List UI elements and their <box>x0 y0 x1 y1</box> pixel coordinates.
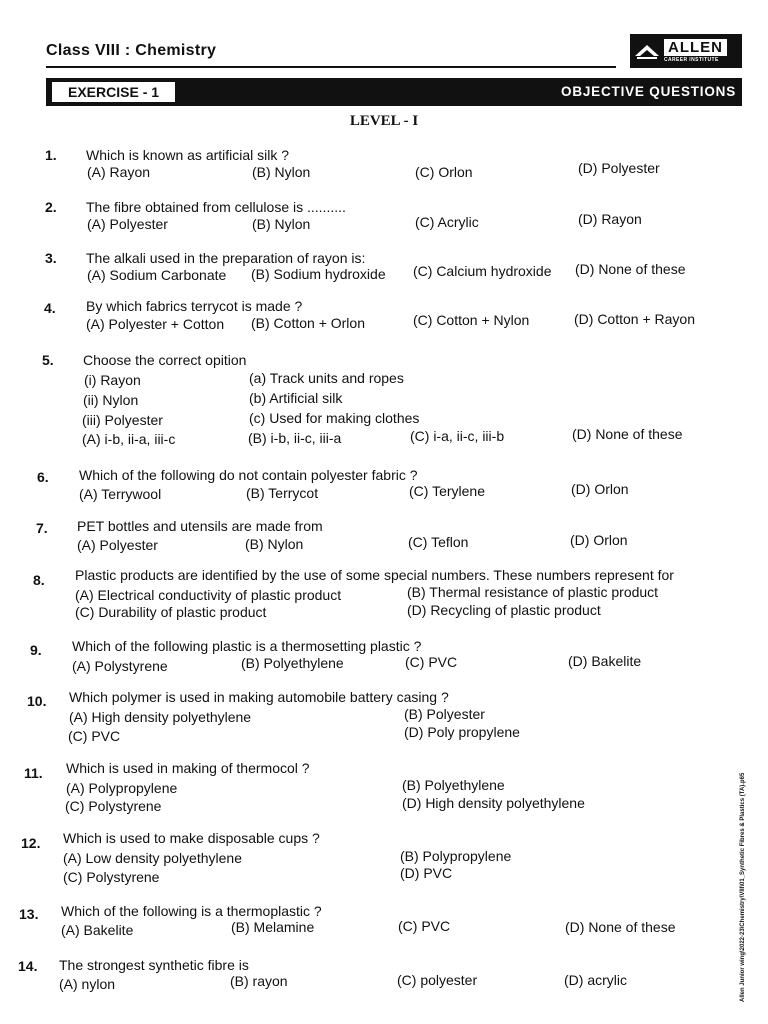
match-right: (b) Artificial silk <box>249 390 343 406</box>
option-c: (C) Teflon <box>408 534 469 550</box>
class-title: Class VIII : Chemistry <box>46 42 217 59</box>
question-number: 2. <box>45 199 57 215</box>
option-c: (C) Polystyrene <box>63 869 160 885</box>
option-b: (B) Cotton + Orlon <box>251 315 365 331</box>
file-path-note: Allen Junior wing\2022-23\Chemistry\VIII\01_Synthetic Fibres & Plastics (TA).p65 <box>740 772 746 1002</box>
question-text: Plastic products are identified by the use of some special numbers. These numbers represent for <box>75 567 674 583</box>
option-d: (D) Recycling of plastic product <box>407 602 601 618</box>
option-a: (A) Polyester <box>77 537 158 553</box>
question-text: Which of the following do not contain polyester fabric ? <box>79 467 418 483</box>
question-text: Which of the following plastic is a thermosetting plastic ? <box>72 638 422 654</box>
option-c: (C) polyester <box>397 972 478 988</box>
option-a: (A) Polystyrene <box>72 658 168 674</box>
question-number: 7. <box>36 520 48 536</box>
option-b: (B) Melamine <box>231 919 315 935</box>
option-b: (B) Polyester <box>404 706 485 722</box>
option-b: (B) Terrycot <box>246 485 319 501</box>
question-text: By which fabrics terrycot is made ? <box>86 298 303 314</box>
question-number: 3. <box>45 250 57 266</box>
option-a: (A) Polyester + Cotton <box>86 316 225 332</box>
option-b: (B) rayon <box>230 973 288 989</box>
question-number: 6. <box>37 469 49 485</box>
logo-tagline: CAREER INSTITUTE <box>664 57 719 63</box>
question-number: 4. <box>44 300 56 316</box>
match-left: (ii) Nylon <box>83 392 139 408</box>
option-b: (B) Sodium hydroxide <box>251 266 386 282</box>
question-number: 1. <box>45 147 57 163</box>
option-c: (C) PVC <box>68 728 121 744</box>
section-title: OBJECTIVE QUESTIONS <box>561 84 736 99</box>
question-number: 8. <box>33 572 45 588</box>
option-d: (D) acrylic <box>564 972 627 988</box>
option-c: (C) Acrylic <box>415 214 479 230</box>
section-banner <box>46 78 742 106</box>
match-left: (iii) Polyester <box>82 412 163 428</box>
question-text: The alkali used in the preparation of rayon is: <box>86 250 366 266</box>
question-number: 14. <box>18 958 38 974</box>
option-b: (B) Nylon <box>252 164 311 180</box>
option-c: (C) Terylene <box>409 483 485 499</box>
logo-emblem-icon <box>630 34 664 68</box>
question-text: Which of the following is a thermoplastic ? <box>61 903 322 919</box>
question-text: Which polymer is used in making automobile battery casing ? <box>69 689 449 705</box>
option-b: (B) Polyethylene <box>241 655 344 671</box>
option-a: (A) Low density polyethylene <box>63 850 242 866</box>
match-left: (i) Rayon <box>84 372 141 388</box>
option-d: (D) Orlon <box>570 532 628 548</box>
exercise-label: EXERCISE - 1 <box>52 82 175 102</box>
option-a: (A) Sodium Carbonate <box>87 267 227 283</box>
match-right: (a) Track units and ropes <box>249 370 404 386</box>
level-heading: LEVEL - I <box>349 113 419 129</box>
option-a: (A) nylon <box>59 976 116 992</box>
option-a: (A) Electrical conductivity of plastic product <box>75 587 342 603</box>
question-text: Which is known as artificial silk ? <box>86 147 290 163</box>
option-d: (D) Polyester <box>578 160 660 176</box>
option-a: (A) Terrywool <box>79 486 162 502</box>
question-number: 5. <box>42 352 54 368</box>
header-rule <box>46 66 616 68</box>
option-b: (B) Nylon <box>252 216 311 232</box>
option-d: (D) Poly propylene <box>404 724 520 740</box>
option-b: (B) Nylon <box>245 536 304 552</box>
question-text: The strongest synthetic fibre is <box>59 957 249 973</box>
option-a: (A) Polyester <box>87 216 168 232</box>
option-c: (C) Orlon <box>415 164 473 180</box>
option-c: (C) Cotton + Nylon <box>413 312 530 328</box>
option-b: (B) Polypropylene <box>400 848 512 864</box>
option-d: (D) High density polyethylene <box>402 795 585 811</box>
option-c: (C) Durability of plastic product <box>75 604 267 620</box>
logo-name: ALLEN <box>664 39 727 56</box>
option-c: (C) i-a, ii-c, iii-b <box>410 428 505 444</box>
question-text: Which is used to make disposable cups ? <box>63 830 320 846</box>
question-text: Which is used in making of thermocol ? <box>66 760 310 776</box>
option-b: (B) Polyethylene <box>402 777 505 793</box>
option-b: (B) Thermal resistance of plastic product <box>407 584 659 600</box>
option-d: (D) Cotton + Rayon <box>574 311 695 327</box>
question-text: Choose the correct opition <box>83 352 247 368</box>
option-d: (D) None of these <box>572 426 683 442</box>
option-d: (D) None of these <box>565 919 676 935</box>
question-number: 12. <box>21 835 41 851</box>
option-b: (B) i-b, ii-c, iii-a <box>248 430 342 446</box>
option-a: (A) Polypropylene <box>66 780 178 796</box>
option-d: (D) Bakelite <box>568 653 642 669</box>
option-c: (C) Polystyrene <box>65 798 162 814</box>
option-c: (C) PVC <box>398 918 451 934</box>
match-right: (c) Used for making clothes <box>249 410 420 426</box>
option-d: (D) Orlon <box>571 481 629 497</box>
option-c: (C) Calcium hydroxide <box>413 263 552 279</box>
option-d: (D) Rayon <box>578 211 642 227</box>
option-a: (A) i-b, ii-a, iii-c <box>82 431 176 447</box>
allen-logo <box>630 34 742 68</box>
option-a: (A) Bakelite <box>61 922 134 938</box>
option-d: (D) None of these <box>575 261 686 277</box>
option-a: (A) Rayon <box>87 164 151 180</box>
question-number: 11. <box>24 765 43 781</box>
option-a: (A) High density polyethylene <box>69 709 252 725</box>
question-number: 9. <box>30 642 42 658</box>
question-text: PET bottles and utensils are made from <box>77 518 323 534</box>
question-text: The fibre obtained from cellulose is .......... <box>86 199 346 215</box>
question-number: 10. <box>27 693 47 709</box>
question-number: 13. <box>19 906 39 922</box>
option-c: (C) PVC <box>405 654 458 670</box>
option-d: (D) PVC <box>400 865 453 881</box>
